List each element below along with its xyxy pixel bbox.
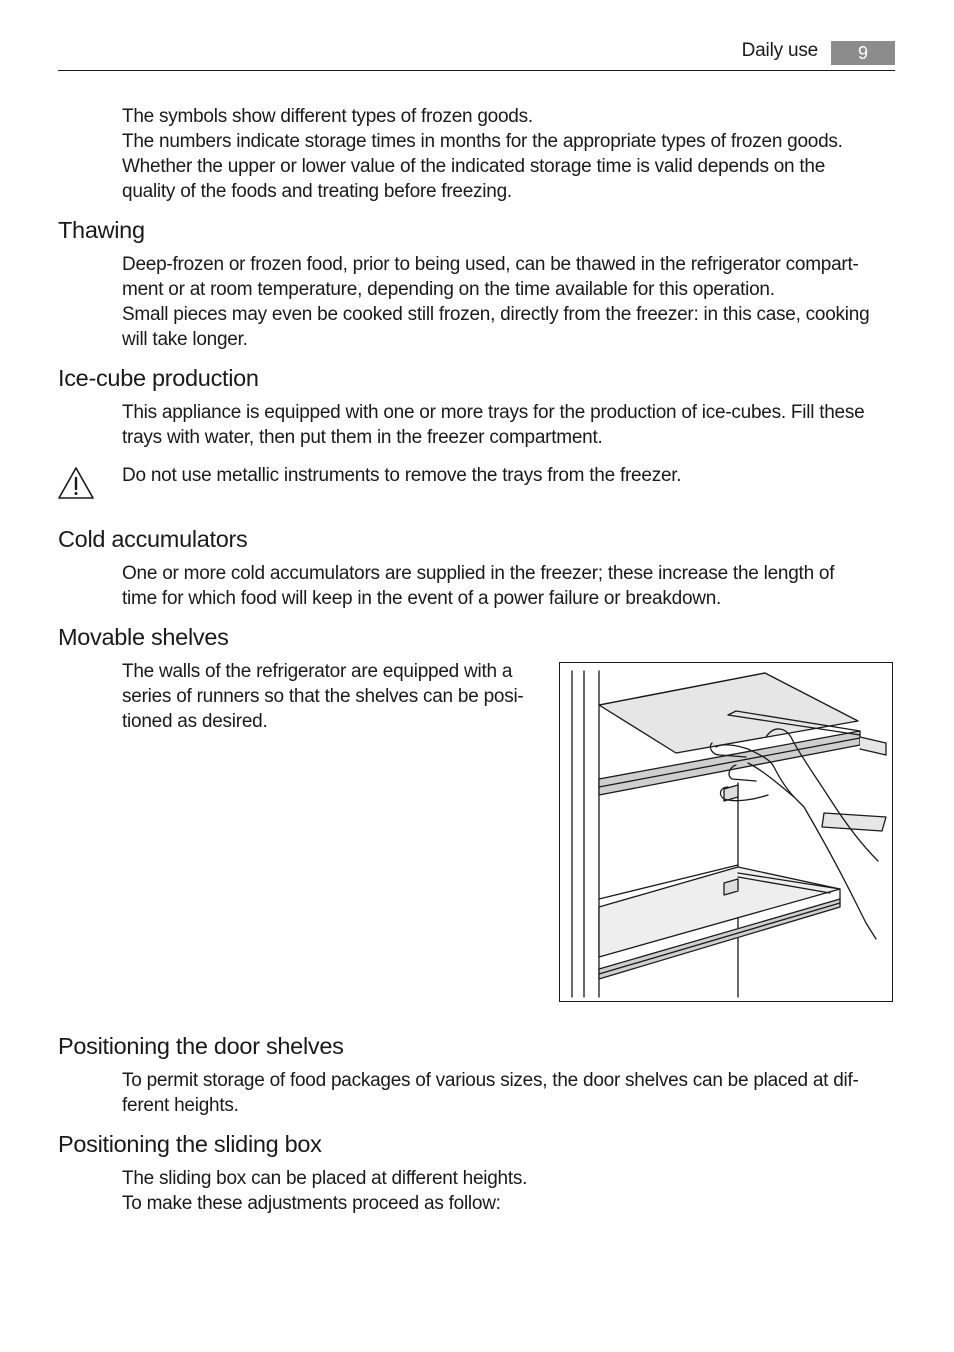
intro-paragraph [122,104,843,204]
ice-cube-paragraph [122,400,864,450]
ice-cube-heading: Ice-cube production [58,365,259,391]
page-number: 9 [831,41,895,65]
intro-line: quality of the foods and treating before freezing. [122,181,512,202]
sliding-box-line: The sliding box can be placed at different heights. [122,1168,528,1189]
intro-line: Whether the upper or lower value of the indicated storage time is valid depends on the [122,156,826,177]
sliding-box-heading: Positioning the sliding box [58,1131,322,1157]
thawing-line: Deep-frozen or frozen food, prior to being used, can be thawed in the refrigerator compart- [122,254,859,275]
thawing-paragraph [122,252,869,352]
movable-shelves-paragraph [122,659,524,734]
thawing-line: will take longer. [122,329,248,350]
cold-accumulators-heading: Cold accumulators [58,526,248,552]
thawing-line: ment or at room temperature, depending on the time available for this operation. [122,279,775,300]
shelf-illustration [559,662,893,1002]
movable-shelves-line: The walls of the refrigerator are equipped with a [122,661,513,682]
cold-accumulators-line: time for which food will keep in the event of a power failure or breakdown. [122,588,722,609]
warning-text: Do not use metallic instruments to remove the trays from the freezer. [122,465,682,486]
ice-cube-line: trays with water, then put them in the freezer compartment. [122,427,603,448]
intro-line: The symbols show different types of frozen goods. [122,106,533,127]
sliding-box-paragraph [122,1166,527,1216]
door-shelves-paragraph [122,1068,859,1118]
hand-crease-line [748,763,794,797]
movable-shelves-line: tioned as desired. [122,711,268,732]
movable-shelves-heading: Movable shelves [58,624,229,650]
movable-shelves-line: series of runners so that the shelves can be posi- [122,686,524,707]
cold-accumulators-line: One or more cold accumulators are supplied in the freezer; these increase the length of [122,563,835,584]
runner-right-upper [860,737,886,755]
door-shelves-line: To permit storage of food packages of various sizes, the door shelves can be placed at dif- [122,1070,859,1091]
ice-cube-line: This appliance is equipped with one or more trays for the production of ice-cubes. Fill these [122,402,865,423]
door-shelves-line: ferent heights. [122,1095,239,1116]
runner-right-middle [822,813,886,831]
door-shelves-heading: Positioning the door shelves [58,1033,344,1059]
sliding-box-line: To make these adjustments proceed as follow: [122,1193,501,1214]
warning-triangle-icon [57,465,95,501]
thawing-heading: Thawing [58,217,145,243]
intro-line: The numbers indicate storage times in months for the appropriate types of frozen goods. [122,131,843,152]
cold-accumulators-paragraph [122,561,834,611]
running-header: Daily use [741,40,818,61]
header-rule [58,70,895,71]
thawing-line: Small pieces may even be cooked still frozen, directly from the freezer: in this case, cooking [122,304,870,325]
